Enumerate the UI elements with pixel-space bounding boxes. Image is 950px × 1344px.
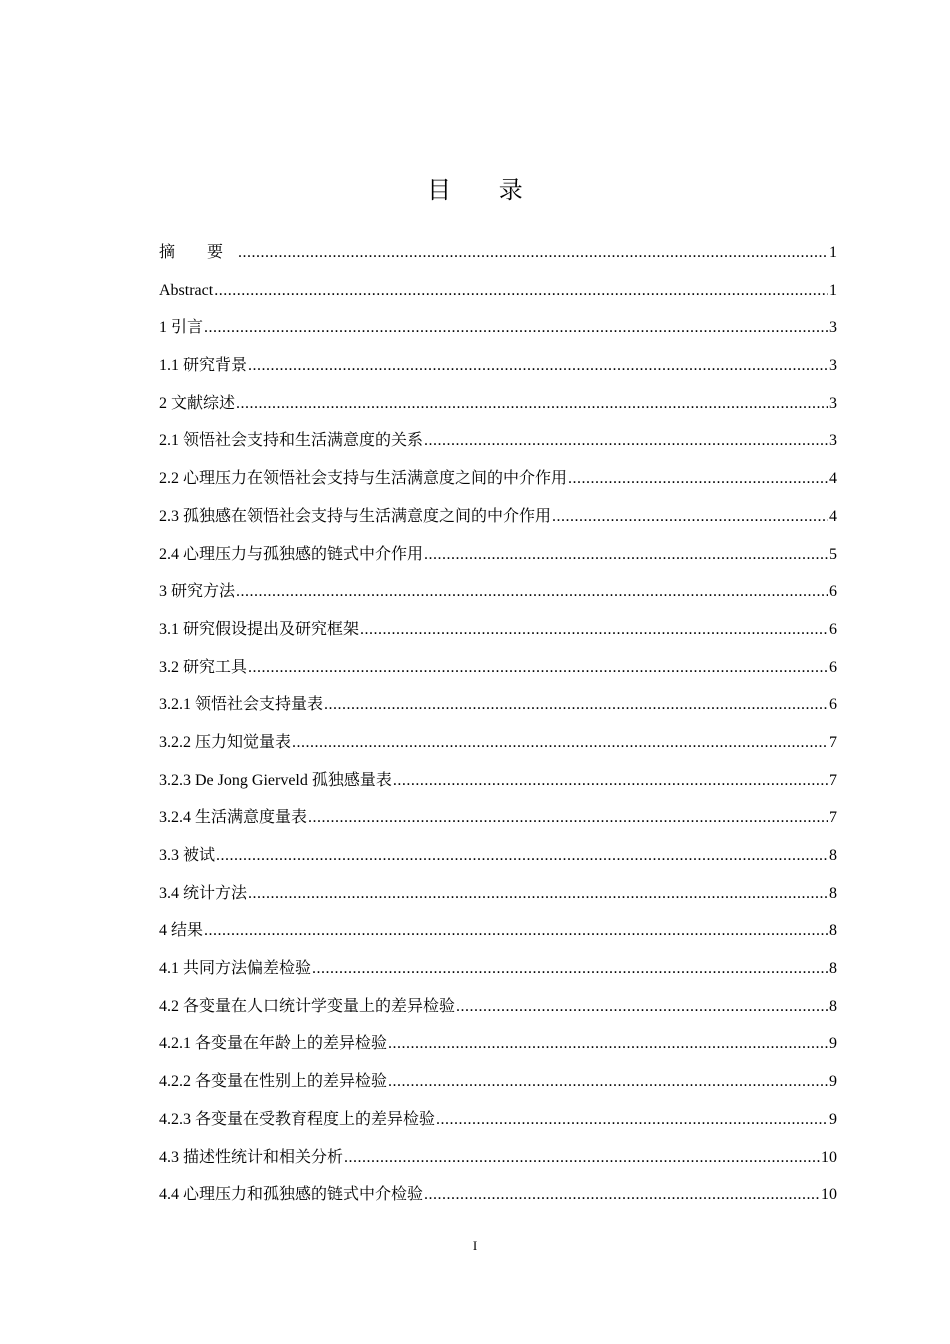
toc-leader-dots [236,391,828,417]
toc-entry-page: 5 [829,545,837,563]
toc-entry-page: 9 [829,1035,837,1053]
toc-entry[interactable] [159,579,837,617]
toc-leader-dots [216,843,828,869]
toc-entry-page: 6 [829,696,837,714]
toc-entry-label: 3.1 研究假设提出及研究框架 [159,620,360,638]
toc-entry[interactable] [159,768,837,806]
toc-entry[interactable] [159,542,837,580]
toc-entry-page: 9 [829,1110,837,1128]
toc-entry-label: 4.2.3 各变量在受教育程度上的差异检验 [159,1110,436,1128]
toc-leader-dots [568,466,828,492]
toc-leader-dots [324,692,828,718]
toc-leader-dots [204,315,828,341]
table-of-contents [159,240,837,1220]
toc-leader-dots [238,240,828,266]
toc-entry-label: 4.2.2 各变量在性别上的差异检验 [159,1073,388,1091]
toc-leader-dots [236,579,828,605]
toc-entry-label: Abstract [159,281,214,299]
toc-entry-label: 3 研究方法 [159,583,236,601]
toc-entry-label: 4.4 心理压力和孤独感的链式中介检验 [159,1186,424,1204]
toc-entry[interactable] [159,466,837,504]
toc-entry[interactable] [159,1031,837,1069]
toc-leader-dots [393,768,828,794]
toc-entry[interactable] [159,918,837,956]
toc-leader-dots [344,1145,820,1171]
toc-entry[interactable] [159,240,837,278]
toc-entry[interactable] [159,1069,837,1107]
toc-entry-label: 3.2.3 De Jong Gierveld 孤独感量表 [159,771,392,789]
toc-entry[interactable] [159,1145,837,1183]
toc-entry[interactable] [159,692,837,730]
toc-entry-page: 6 [829,658,837,676]
toc-entry-page: 8 [829,960,837,978]
page-title: 目 录 [427,176,543,204]
toc-entry-page: 1 [829,281,837,299]
toc-entry[interactable] [159,353,837,391]
toc-entry-page: 8 [829,884,837,902]
toc-leader-dots [424,1182,820,1208]
toc-entry-label: 3.2.2 压力知觉量表 [159,733,292,751]
toc-entry-label: 4 结果 [159,922,204,940]
toc-entry-label: 3.4 统计方法 [159,884,248,902]
toc-leader-dots [204,918,828,944]
toc-entry-page: 8 [829,997,837,1015]
toc-leader-dots [360,617,828,643]
toc-entry[interactable] [159,994,837,1032]
toc-entry-label: 4.2 各变量在人口统计学变量上的差异检验 [159,997,456,1015]
toc-entry-label: 3.3 被试 [159,847,216,864]
toc-leader-dots [248,655,828,681]
toc-entry-page: 7 [829,733,837,751]
toc-entry-label: 3.2 研究工具 [159,658,248,676]
toc-entry-page: 8 [829,847,837,864]
toc-entry[interactable] [159,1182,837,1220]
toc-entry-page: 3 [829,319,837,337]
toc-leader-dots [312,956,828,982]
toc-leader-dots [248,881,828,907]
toc-entry[interactable] [159,504,837,542]
toc-entry-page: 3 [829,432,837,450]
toc-entry-page: 1 [829,244,837,261]
toc-entry-label: 4.3 描述性统计和相关分析 [159,1148,344,1166]
toc-entry[interactable] [159,278,837,316]
toc-entry-page: 3 [829,357,837,375]
toc-entry[interactable] [159,805,837,843]
toc-entry-page: 10 [821,1186,837,1204]
toc-entry[interactable] [159,730,837,768]
toc-entry-page: 3 [829,394,837,412]
toc-entry-label: 2.1 领悟社会支持和生活满意度的关系 [159,432,424,450]
toc-entry-page: 6 [829,620,837,638]
toc-leader-dots [424,428,828,454]
toc-entry-label: 1 引言 [159,319,204,337]
toc-entry-page: 6 [829,583,837,601]
toc-entry[interactable] [159,391,837,429]
toc-entry-label: 2.2 心理压力在领悟社会支持与生活满意度之间的中介作用 [159,470,568,488]
toc-entry-label: 1.1 研究背景 [159,357,248,375]
toc-entry[interactable] [159,881,837,919]
page-number: I [472,1238,478,1253]
toc-entry-label: 4.1 共同方法偏差检验 [159,960,312,978]
toc-entry-label: 2.3 孤独感在领悟社会支持与生活满意度之间的中介作用 [159,507,552,525]
toc-leader-dots [424,542,828,568]
toc-leader-dots [292,730,828,756]
toc-leader-dots [388,1031,828,1057]
toc-leader-dots [308,805,828,831]
toc-leader-dots [436,1107,828,1133]
toc-entry-page: 4 [829,470,837,488]
toc-entry-page: 8 [829,922,837,940]
toc-entry-label: 4.2.1 各变量在年龄上的差异检验 [159,1035,388,1053]
toc-entry-page: 7 [829,809,837,827]
toc-entry-label: 3.2.4 生活满意度量表 [159,809,308,827]
toc-entry-label: 2.4 心理压力与孤独感的链式中介作用 [159,545,424,563]
toc-entry-page: 9 [829,1073,837,1091]
toc-entry-page: 7 [829,771,837,789]
toc-entry-label: 2 文献综述 [159,394,236,412]
toc-entry[interactable] [159,655,837,693]
toc-entry[interactable] [159,956,837,994]
toc-leader-dots [388,1069,828,1095]
toc-leader-dots [456,994,828,1020]
toc-entry-page: 4 [829,507,837,525]
toc-entry-page: 10 [821,1148,837,1166]
toc-entry-label: 3.2.1 领悟社会支持量表 [159,696,324,714]
toc-leader-dots [248,353,828,379]
toc-leader-dots [214,278,828,304]
toc-entry[interactable] [159,315,837,353]
toc-entry[interactable] [159,617,837,655]
toc-entry[interactable] [159,843,837,881]
toc-entry-label: 摘 要 [159,244,238,261]
toc-leader-dots [552,504,828,530]
toc-entry[interactable] [159,1107,837,1145]
toc-entry[interactable] [159,428,837,466]
